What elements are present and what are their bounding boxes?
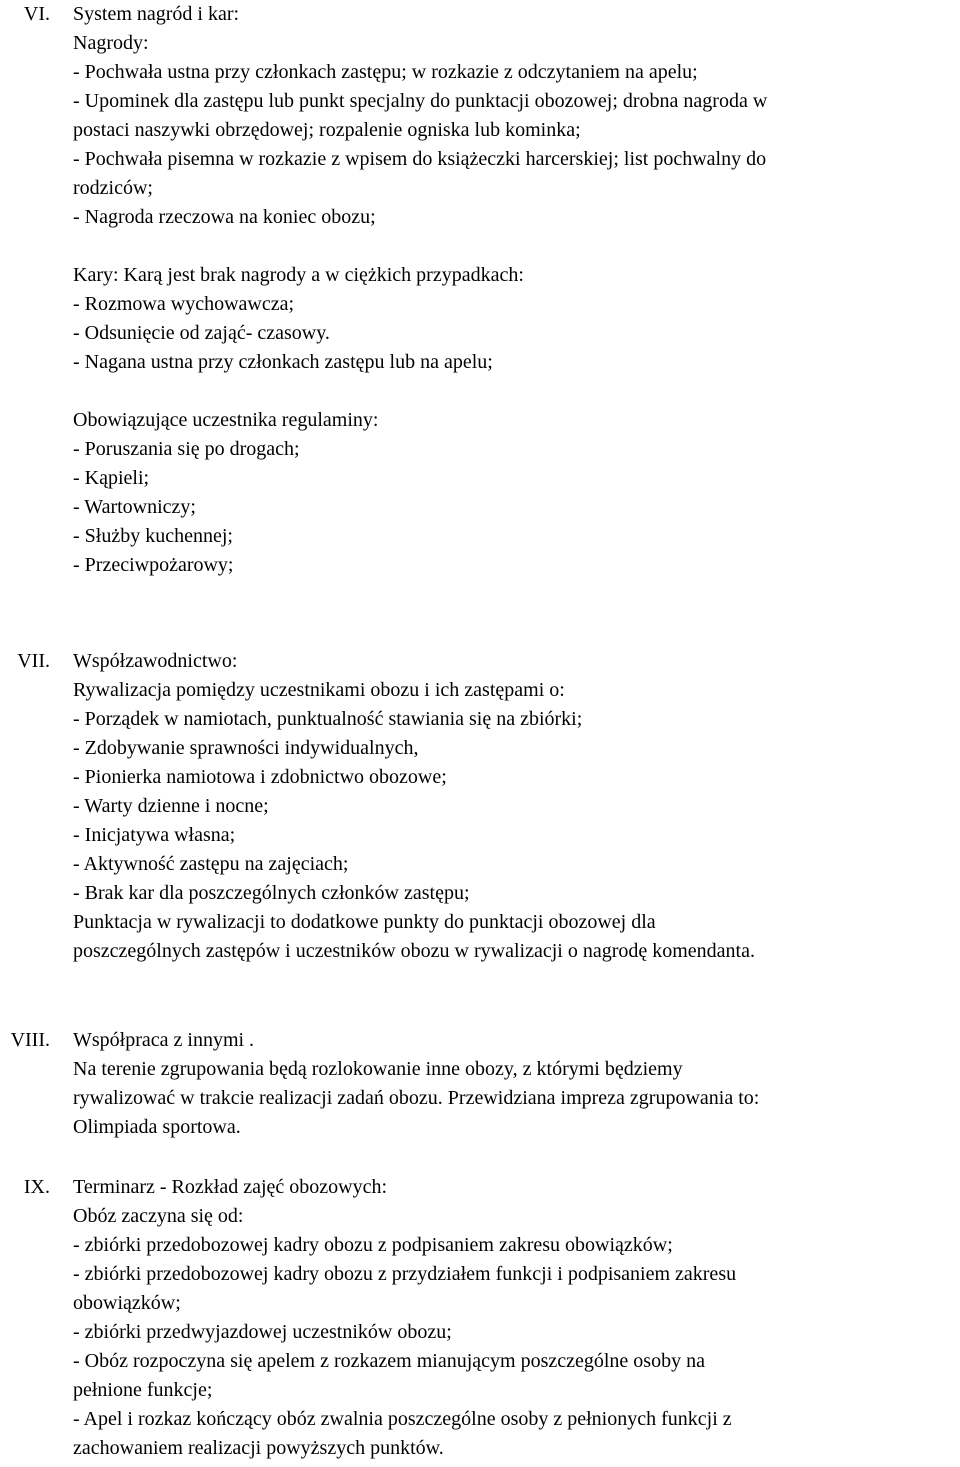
list-item: - Obóz rozpoczyna się apelem z rozkazem mianującym poszczególne osoby na [73, 1350, 705, 1372]
list-item: - Służby kuchennej; [73, 525, 233, 547]
blank-line [73, 232, 959, 261]
list-item-continuation: obowiązków; [73, 1292, 181, 1314]
paragraph-line: Rywalizacja pomiędzy uczestnikami obozu i ich zastępami o: [73, 679, 565, 701]
list-item: - Pochwała pisemna w rozkazie z wpisem do książeczki harcerskiej; list pochwalny do [73, 148, 767, 170]
list-item: - Warty dzienne i nocne; [73, 795, 269, 817]
paragraph-line: Obóz zaczyna się od: [73, 1205, 244, 1227]
list-item: - Poruszania się po drogach; [73, 438, 300, 460]
list-item: - Upominek dla zastępu lub punkt specjalny do punktacji obozowej; drobna nagroda w [73, 90, 768, 112]
list-item: - Inicjatywa własna; [73, 824, 236, 846]
subheading-nagrody: Nagrody: [73, 32, 149, 54]
section-heading: Współpraca z innymi . [73, 1029, 255, 1051]
list-item: - Odsunięcie od zająć- czasowy. [73, 322, 330, 344]
list-item: - Pionierka namiotowa i zdobnictwo obozowe; [73, 766, 447, 788]
paragraph-line: Na terenie zgrupowania będą rozlokowanie inne obozy, z którymi będziemy [73, 1058, 683, 1080]
section-heading: Terminarz - Rozkład zajęć obozowych: [73, 1176, 388, 1198]
section-body [73, 1026, 959, 1142]
paragraph-line: Punktacja w rywalizacji to dodatkowe punkty do punktacji obozowej dla [73, 911, 656, 933]
subheading-kary: Kary: Karą jest brak nagrody a w ciężkich przypadkach: [73, 264, 524, 286]
list-item: - Pochwała ustna przy członkach zastępu; w rozkazie z odczytaniem na apelu; [73, 61, 698, 83]
list-item: - Porządek w namiotach, punktualność stawiania się na zbiórki; [73, 708, 583, 730]
list-item: - Rozmowa wychowawcza; [73, 293, 295, 315]
paragraph-line: poszczególnych zastępów i uczestników obozu w rywalizacji o nagrodę komendanta. [73, 940, 755, 962]
list-item: - Zdobywanie sprawności indywidualnych, [73, 737, 419, 759]
list-item: - zbiórki przedwyjazdowej uczestników obozu; [73, 1321, 452, 1343]
list-item: - Wartowniczy; [73, 496, 196, 518]
section-body [73, 0, 959, 580]
list-item-continuation: zachowaniem realizacji powyższych punktów. [73, 1437, 444, 1459]
list-item-continuation: pełnione funkcje; [73, 1379, 213, 1401]
section-number: VIII. [10, 1029, 50, 1051]
subheading-regulaminy: Obowiązujące uczestnika regulaminy: [73, 409, 379, 431]
list-item: - zbiórki przedobozowej kadry obozu z przydziałem funkcji i podpisaniem zakresu [73, 1263, 737, 1285]
section-heading: System nagród i kar: [73, 3, 240, 25]
paragraph-line: rywalizować w trakcie realizacji zadań obozu. Przewidziana impreza zgrupowania to: [73, 1087, 760, 1109]
section-number: IX. [23, 1176, 50, 1198]
list-item: - Nagroda rzeczowa na koniec obozu; [73, 206, 376, 228]
list-item-continuation: rodziców; [73, 177, 153, 199]
list-item-continuation: postaci naszywki obrzędowej; rozpalenie ogniska lub kominka; [73, 119, 581, 141]
list-item: - Brak kar dla poszczególnych członków zastępu; [73, 882, 470, 904]
list-item: - Nagana ustna przy członkach zastępu lub na apelu; [73, 351, 493, 373]
list-item: - Apel i rozkaz kończący obóz zwalnia poszczególne osoby z pełnionych funkcji z [73, 1408, 732, 1430]
blank-line [73, 377, 959, 406]
list-item: - Kąpieli; [73, 467, 150, 489]
section-heading: Współzawodnictwo: [73, 650, 238, 672]
paragraph-line: Olimpiada sportowa. [73, 1116, 241, 1138]
section-body [73, 1173, 959, 1463]
list-item: - Przeciwpożarowy; [73, 554, 234, 576]
list-item: - zbiórki przedobozowej kadry obozu z podpisaniem zakresu obowiązków; [73, 1234, 673, 1256]
list-item: - Aktywność zastępu na zajęciach; [73, 853, 349, 875]
section-number: VI. [23, 3, 50, 25]
section-body [73, 647, 959, 966]
section-number: VII. [17, 650, 50, 672]
